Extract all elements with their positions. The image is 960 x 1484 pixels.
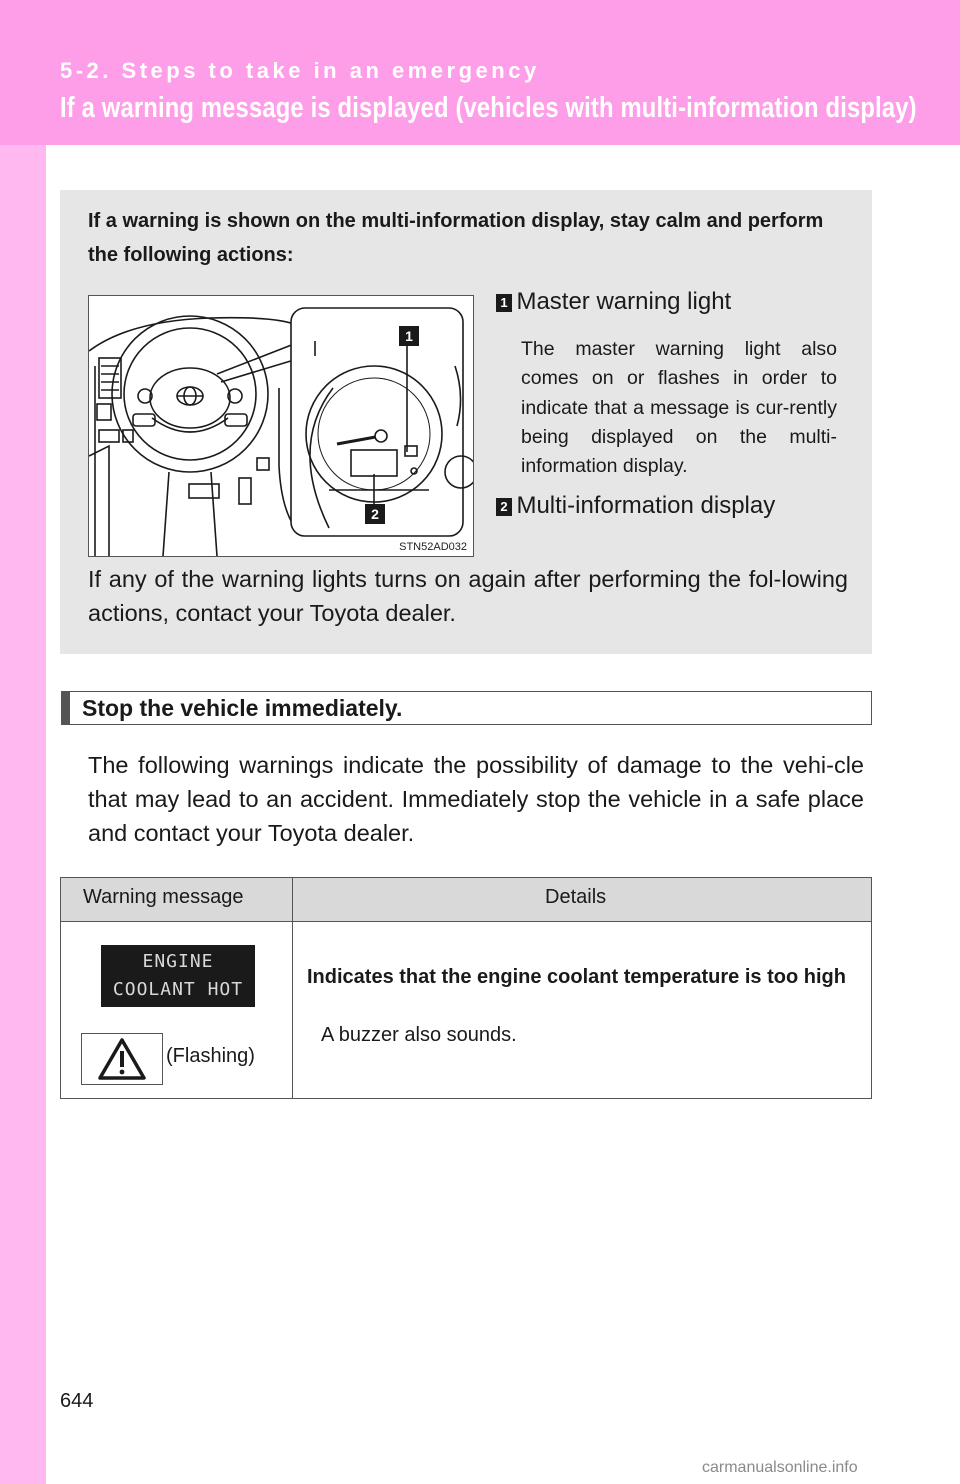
side-tab-band [0, 145, 46, 1484]
callout-badge: 2 [496, 498, 512, 516]
intro-heading: If a warning is shown on the multi-information display, stay calm and perform the following actions: [88, 210, 824, 266]
header-warning-message: Warning message [83, 886, 244, 908]
warning-triangle-icon [81, 1033, 163, 1085]
callout-master-warning [496, 288, 731, 316]
section-heading [61, 691, 872, 725]
callout-title: Multi-information display [516, 492, 776, 519]
detail-title: Indicates that the engine coolant temperature is too high [307, 966, 846, 988]
callout-title: Master warning light [516, 288, 732, 315]
column-divider [292, 878, 293, 1098]
intro-box [60, 190, 872, 654]
image-code: STN52AD032 [399, 541, 467, 553]
section-label: 5-2. Steps to take in an emergency [60, 58, 540, 83]
section-heading-text: Stop the vehicle immediately. [82, 695, 403, 721]
warning-table [60, 877, 872, 1099]
display-line-1: ENGINE [142, 951, 214, 972]
dashboard-illustration [88, 295, 474, 557]
callout-badge: 1 [496, 294, 512, 312]
intro-footer-text: If any of the warning lights turns on again after performing the fol-lowing actions, contact your Toyota dealer. [88, 566, 848, 626]
heading-bar [62, 692, 70, 724]
engine-coolant-display [101, 945, 255, 1007]
svg-text:2: 2 [371, 506, 379, 522]
page-number: 644 [60, 1390, 94, 1412]
flashing-note: (Flashing) [166, 1045, 255, 1067]
table-header-row [61, 878, 871, 922]
svg-text:1: 1 [405, 328, 413, 344]
detail-note: A buzzer also sounds. [321, 1024, 517, 1046]
callout-description: The master warning light also comes on or flashes in order to indicate that a message is cur-rently being displayed on the multi-information display. [521, 338, 837, 478]
watermark: carmanualsonline.info [702, 1459, 858, 1476]
header-details: Details [545, 886, 607, 908]
dashboard-drawing [89, 296, 473, 556]
callout-multi-info-display [496, 492, 775, 520]
page-title: If a warning message is displayed (vehicles with multi-information display) [60, 92, 917, 124]
display-line-2: COOLANT HOT [112, 979, 244, 1000]
section-paragraph: The following warnings indicate the possibility of damage to the vehi-cle that may lead to an accident. Immediately stop the vehicle in a safe place and contact your Toyota dealer. [88, 752, 864, 846]
